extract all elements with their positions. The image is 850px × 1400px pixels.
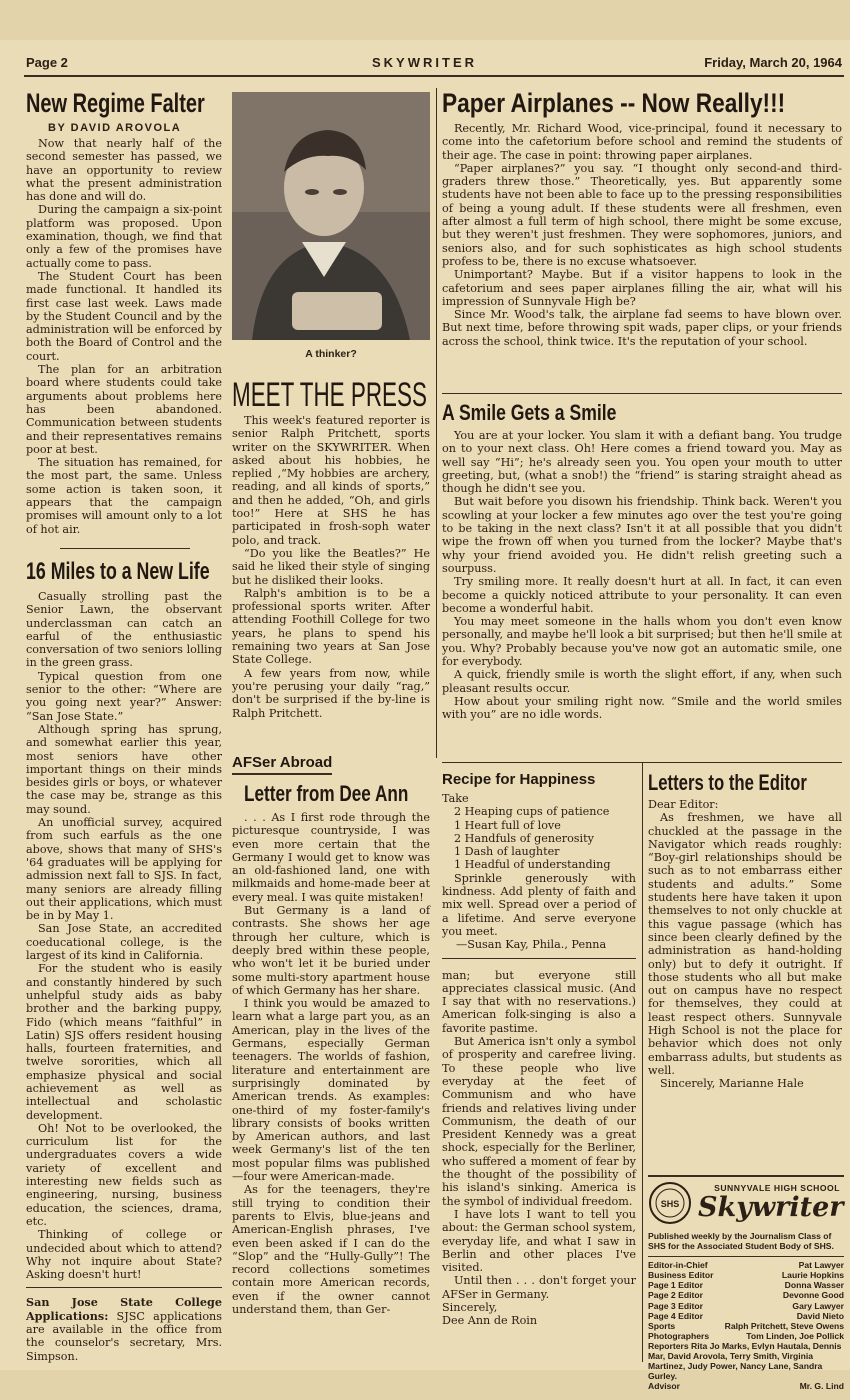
miles-p6: For the student who is easily and constantly hindered by such unhelpful study aids as baby brother and the barking puppy, Fido (which means “faithful” in Latin) SJS offers resident housing halls, fourteen fraternities, and twelve sororities, which all emphasize physical and social achievement as well as intellectual and scholastic development.: [26, 962, 222, 1122]
press-p3: Ralph's ambition is to be a professional sports writer. After attending Foothill College for two years, he plans to spend his remaining two years at San Jose State College.: [232, 586, 430, 667]
smile-title: A Smile Gets a Smile: [442, 400, 617, 425]
regime-p4: The plan for an arbitration board where students could take arguments about problems here has been abandoned. Communication between students and their representatives remains poor at best.: [26, 363, 222, 456]
school-seal-icon: [648, 1181, 692, 1225]
airplanes-article: [442, 90, 842, 348]
afser-cont-p1: man; but everyone still appreciates classical music. (And I say that with no reservations.) American folk-singing is also a favorite pastime.: [442, 968, 636, 1035]
column-divider: [642, 762, 643, 1362]
regime-article: [26, 90, 222, 536]
miles-p5: San Jose State, an accredited coeducational college, is the largest of its kind in California.: [26, 922, 222, 963]
afser-article: [232, 752, 430, 1316]
smile-p5: A quick, friendly smile is worth the slight effort, if any, when such pleasant results occur.: [442, 668, 842, 695]
afser-cont-p3: I have lots I want to tell you about: the German school system, everyday life, and what I saw in Berlin and other places I've visited.: [442, 1207, 636, 1275]
recipe-credit: —Susan Kay, Phila., Penna: [456, 938, 607, 952]
staff-row-sports: Sports Ralph Pritchett, Steve Owens: [648, 1320, 844, 1331]
miles-p3: Although spring has sprung, and somewhat earlier this year, most seniors have other important things on their minds besides girls or boys, or whatever the case may be, strange as this may sound.: [26, 722, 222, 816]
recipe-title: Recipe for Happiness: [442, 771, 596, 788]
press-title: MEET THE PRESS: [232, 376, 427, 414]
recipe-item-2: 1 Heart full of love: [454, 818, 561, 832]
letters-signoff: Sincerely, Marianne Hale: [660, 1077, 804, 1091]
letters-body: As freshmen, we have all chuckled at the passage in the Navigator which reads roughly: “Boy-girl relationships should be such as to not embarrass either students and adults.” Some students here have taken it upon themselves to not only chuckle at this vague passage (which has since been clearly defined by the administration as hand-holding only) but to defy it outright. If those students who all but make out on campus have no respect for themselves, they could at least respect others. Sunnyvale High School is not the place for behavior which does not only embarrass adults, but students as well.: [648, 811, 842, 1077]
recipe-body: Sprinkle generously with kindness. Add plenty of faith and mix well. Spread over a period of a lifetime. And serve everyone you meet.: [442, 871, 636, 938]
column-divider: [436, 88, 437, 758]
press-p2: “Do you like the Beatles?” He said he liked their style of singing but he disliked their looks.: [232, 546, 430, 587]
letters-article: [648, 772, 842, 1091]
staff-row: Page 3 Editor Gary Lawyer: [648, 1300, 844, 1311]
section-divider: [442, 393, 842, 394]
smile-p6: How about your smiling right now. “Smile and the world smiles with you” are no idle words.: [442, 694, 842, 722]
staff-row: Page 2 Editor Devonne Good: [648, 1290, 844, 1301]
photo-caption: A thinker?: [305, 348, 357, 360]
miles-article: [26, 560, 222, 1363]
sjs-note-body: SJSC applications are available in the office from the counselor's secretary, Mrs. Simpson.: [26, 1309, 222, 1363]
thinker-photo: [232, 92, 430, 340]
masthead-school: SUNNYVALE HIGH SCHOOL: [714, 1183, 840, 1193]
smile-p3: Try smiling more. It really doesn't hurt at all. In fact, it can even become a quickly noticed attribute to your personality. It can even become a wonderful habit.: [442, 575, 842, 615]
seal-text: SHS: [660, 1199, 680, 1209]
section-divider: [60, 548, 190, 549]
section-divider: [442, 762, 842, 763]
staff-row: Page 1 Editor Donna Wasser: [648, 1280, 844, 1291]
issue-date: Friday, March 20, 1964: [704, 55, 842, 70]
miles-title: 16 Miles to a New Life: [26, 558, 210, 585]
recipe-take: Take: [442, 792, 469, 805]
masthead-blurb: Published weekly by the Journalism Class of SHS for the Associated Student Body of SHS.: [648, 1231, 834, 1252]
sjs-note-lead: San Jose State College Applications:: [26, 1295, 222, 1323]
afser-p3: I think you would be amazed to learn what a large part you, as an American, play in the lives of the Germans, especially German teenagers. The worlds of fashion, literature and entertainment are surprisingly dominated by American trends. As examples: one-third of my foster-family's library consists of books written by American authors, and last week Germany's list of the ten most popular films was published—four were American-made.: [232, 997, 430, 1184]
smile-article: [442, 402, 842, 722]
header-rule: [24, 75, 844, 77]
afser-kicker: AFSer Abroad: [232, 754, 333, 771]
afser-title: Letter from Dee Ann: [244, 781, 409, 806]
smile-p2: But wait before you disown his friendship. Think back. Weren't you scowling at your locker a few minutes ago over the test you're going to be taking in the next class? Isn't it at all possible that you didn't wipe the frown off when you turned from the locker? Maybe that's why your friend avoided you. He didn't relish greeting such a sourpuss.: [442, 495, 842, 575]
press-p1: This week's featured reporter is senior Ralph Pritchett, sports writer on the SKYWRITER. When asked about his hobbies, he replied ,“My hobbies are archery, reading, and all kinds of sports,” and then he added, “Oh, and girls too!” Here at SHS he has participated in frosh-soph water polo, and track.: [232, 414, 430, 547]
staff-box: [648, 1256, 844, 1391]
regime-title: New Regime Falter: [26, 88, 205, 118]
afser-cont-p2: But America isn't only a symbol of prosperity and carefree living. To these people who live everyday at the feet of Communism and who have friends and relatives living under Communism, the death of our President Kennedy was a great shock, especially for the Berliner, who suffered a moment of fear by the thought of the possibility of his island's sinking. America is the symbol of individual freedom.: [442, 1035, 636, 1208]
sjs-note: [26, 1296, 222, 1362]
recipe-item-3: 2 Handfuls of generosity: [454, 831, 594, 845]
masthead: [648, 1175, 844, 1391]
afser-cont-p4: Until then . . . don't forget your AFSer in Germany.: [442, 1274, 636, 1301]
recipe-item-4: 1 Dash of laughter: [454, 845, 560, 859]
miles-p4: An unofficial survey, acquired from such earfuls as the one above, shows that many of SHS's '64 graduates will be applying for admission next fall to SJS. In fact, many seniors are already filling out their applications, which must be in by May 1.: [26, 816, 222, 923]
miles-p8: Thinking of college or undecided about which to attend? Why not inquire about State? Asking doesn't hurt!: [26, 1228, 222, 1282]
letters-salutation: Dear Editor:: [648, 798, 719, 811]
smile-p4: You may meet someone in the halls whom you don't even know personally, and maybe he'll look a bit surprised; but then he'll smile at you. Why? Probably because you've now got an automatic smile, one for everybody.: [442, 615, 842, 669]
airplanes-p4: Since Mr. Wood's talk, the airplane fad seems to have blown over. But next time, before throwing spit wads, paper clips, or your friends across the school, think twice. It's the reputation of your school.: [442, 308, 842, 348]
regime-p3: The Student Court has been made functional. It handled its first case last week. Laws made by the Student Council and by the administration will be enforced by both the Board of Control and the court.: [26, 269, 222, 363]
masthead-name: Skywriter: [698, 1192, 844, 1223]
staff-row-advisor: Advisor Mr. G. Lind: [648, 1381, 844, 1392]
press-article: [232, 378, 430, 720]
regime-p5: The situation has remained, for the most part, the same. Unless some action is taken soon, it appears that the campaign promises will amount only to a lot of hot air.: [26, 456, 222, 536]
afser-signature: Dee Ann de Roin: [442, 1314, 538, 1328]
staff-row: Page 4 Editor David Nieto: [648, 1310, 844, 1321]
airplanes-p2: “Paper airplanes?” you say. “I thought only second-and third-graders threw those.” Theoretically, yes. But apparently some students have not been able to face up to the pressing responsibilities of being a young adult. If these students were all freshmen, even after almost a full term of high school, there might be some excuse, but they weren't just freshmen. They were sophomores, juniors, and seniors also, and for such sophisticates as high school students profess to be, there is no excuse whatsoever.: [442, 161, 842, 268]
page-number: Page 2: [26, 55, 68, 70]
staff-row: Editor-in-Chief Pat Lawyer: [648, 1260, 844, 1271]
miles-p7: Oh! Not to be overlooked, the curriculum list for the undergraduates covers a wide variety of excellent and interesting new fields such as engineering, nursing, business education, the sciences, drama, etc.: [26, 1121, 222, 1228]
afser-closing: Sincerely,: [442, 1300, 498, 1314]
recipe-item-1: 2 Heaping cups of patience: [454, 805, 610, 819]
staff-row-photographers: Photographers Tom Linden, Joe Pollick: [648, 1330, 844, 1341]
smile-p1: You are at your locker. You slam it with a defiant bang. You trudge on to your next class. Oh! Here comes a friend toward you. May as well say “Hi”; he's already seen you. You open your mouth to utter greeting, but, (what a snob!) the “friend” is staring straight ahead as though he didn't see you.: [442, 429, 842, 496]
airplanes-p3: Unimportant? Maybe. But if a visitor happens to look in the cafetorium and sees paper airplanes filling the air, what will his impression of Sunnyvale High be?: [442, 268, 842, 308]
staff-row-reporters: Reporters Rita Jo Marks, Evlyn Hautala, Dennis Mar, David Arovola, Terry Smith, Virginia Martinez, Judy Power, Nancy Lane, Sandra Gurley.: [648, 1340, 842, 1382]
airplanes-title: Paper Airplanes -- Now Really!!!: [442, 88, 786, 118]
press-p4: A few years from now, while you're perusing your daily “rag,” don't be surprised if the by-line is Ralph Pritchett.: [232, 666, 430, 720]
afser-p2: But Germany is a land of contrasts. She shows her age through her culture, which is deeply bred within these people, who won't let it be buried under some multi-story apartment house of which Germany has her share.: [232, 904, 430, 997]
airplanes-p1: Recently, Mr. Richard Wood, vice-principal, found it necessary to come into the cafetorium before school and remind the students of their age. The case in point: throwing paper airplanes.: [442, 122, 842, 162]
afser-p1: . . . As I first rode through the picturesque countryside, I was even more certain that the Germany I would get to know was an old-fashioned land, one with milkmaids and home-made beer at every meal. I was quite mistaken!: [232, 811, 430, 904]
paper-name: SKYWRITER: [372, 55, 477, 70]
student-portrait-image: [232, 92, 430, 340]
regime-p2: During the campaign a six-point platform was proposed. Upon examination, though, we find that only a few of the promises have actually come to pass.: [26, 203, 222, 270]
recipe-item-5: 1 Headful of understanding: [454, 858, 611, 872]
miles-p2: Typical question from one senior to the other: “Where are you going next year?” Answer: “San Jose State.”: [26, 669, 222, 723]
miles-p1: Casually strolling past the Senior Lawn, the observant underclassman can catch an earful of the enthusiastic conversation of two seniors lolling in the green grass.: [26, 590, 222, 670]
letters-title: Letters to the Editor: [648, 770, 807, 795]
afser-p4: As for the teenagers, they're still trying to condition their parents to Elvis, blue-jeans and American-English phrases, I've even been asked if I can do the “Slop” and the “Hully-Gully”! The record collections sometimes contain more American records, even if the owner cannot understand them, than Ger-: [232, 1183, 430, 1316]
staff-row: Business Editor Laurie Hopkins: [648, 1270, 844, 1281]
regime-byline: BY DAVID AROVOLA: [48, 122, 182, 134]
regime-p1: Now that nearly half of the second semester has passed, we have an opportunity to review what the present administration has done and will do.: [26, 137, 222, 204]
recipe-box: [442, 772, 636, 1328]
